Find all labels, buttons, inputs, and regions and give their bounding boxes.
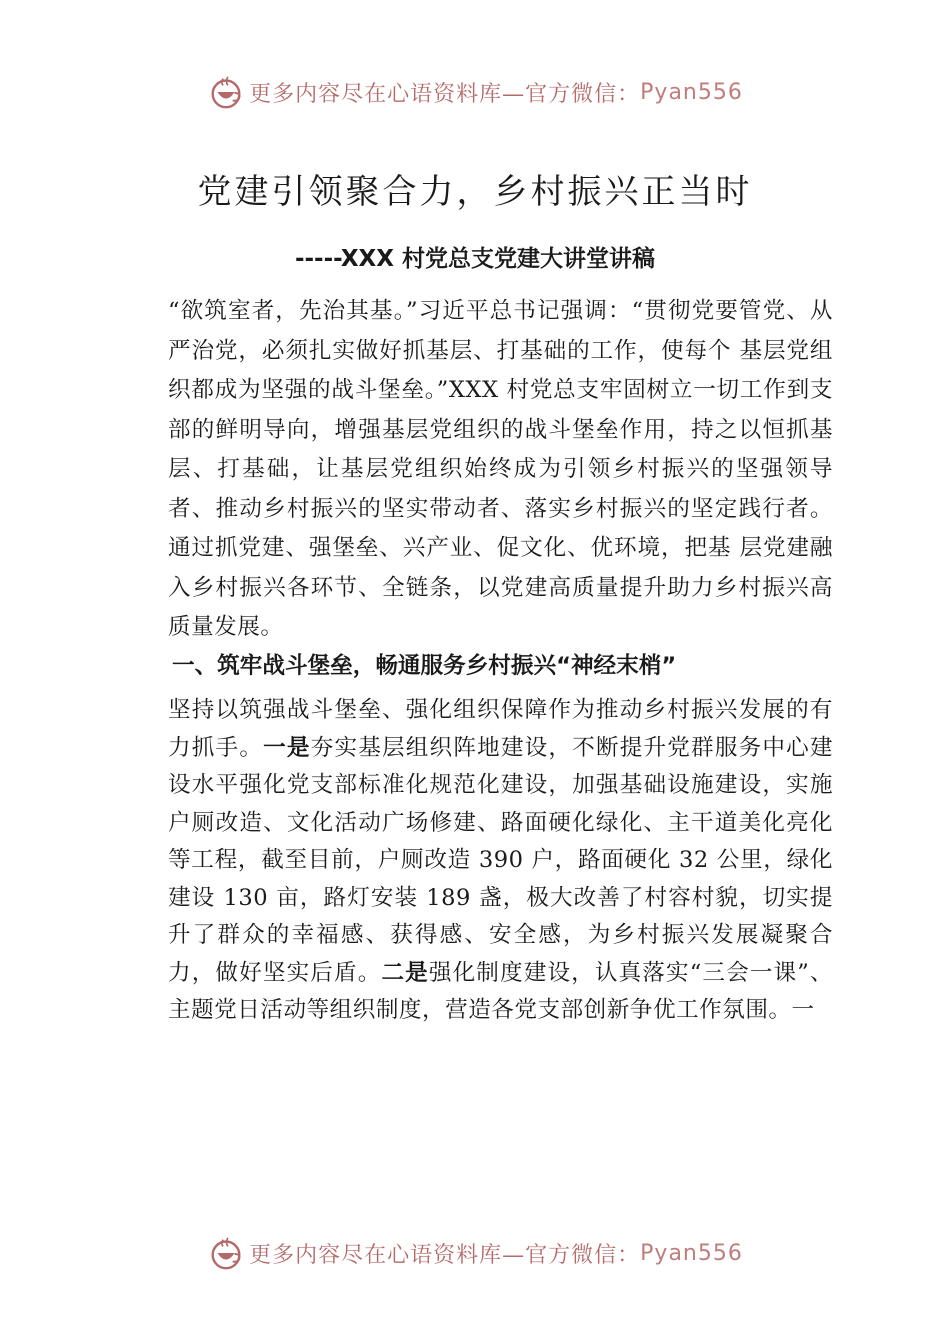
document-subtitle: -----XXX 村党总支党建大讲堂讲稿 xyxy=(294,246,656,272)
paragraph-text: 夯实基层组织阵地建设，不断提升党群服务中心建设水平强化党支部标准化规范化建设，加强基础设施建设，实施户厕改造、文化活动广场修建、路面硬化绿化、主干道美化亮化等工程，截至目前，户厕改造 390 户，路面硬化 32 公里，绿化建设 130 亩，路灯安装 189 盏，极大改善了村容村貌，切实提升了群众的幸福感、获得感、安全感，为乡村振兴发展凝聚合力，做好坚实后盾。 xyxy=(168,734,834,986)
wechat-id: Pyan556 xyxy=(640,79,743,105)
wechat-id: Pyan556 xyxy=(640,1240,743,1266)
coffee-cup-icon xyxy=(207,73,245,111)
paragraph-intro: “欲筑室者，先治其基。”习近平总书记强调：“贯彻党要管党、从严治党，必须扎实做好抓基层、打基础的工作，使每个 基层党组织都成为坚强的战斗堡垒。”XXX 村党总支牢固树立一切工作到支部的鲜明导向，增强基层党组织的战斗堡垒作用，持之以恒抓基层、打基础，让基层党组织始终成为引领乡村振兴的坚强领导者、推动乡村振兴的坚实带动者、落实乡村振兴的坚定践行者。通过抓党建、强堡垒、兴产业、促文化、优环境，把基 层党建融入乡村振兴各环节、全链条，以党建高质量提升助力乡村振兴高质量发展。 xyxy=(168,298,833,640)
coffee-cup-icon xyxy=(207,1234,245,1272)
paragraph-section-1 xyxy=(123,692,833,1030)
bold-marker-1: 一是 xyxy=(263,734,311,761)
paragraph-text: 坚持以筑强战斗堡垒、强化组织保障作为推动乡村振兴发展的有力抓手。 xyxy=(168,697,833,761)
paragraph-text: 强化制度建设，认真落实“三会一课”、主题党日活动等组织制度，营造各党支部创新争优工作氛围。一 xyxy=(168,959,834,1023)
watermark-text: 更多内容尽在心语资料库—官方微信： xyxy=(249,1242,641,1268)
watermark-text: 更多内容尽在心语资料库—官方微信： xyxy=(249,81,641,107)
document-title: 党建引领聚合力，乡村振兴正当时 xyxy=(197,172,753,212)
bold-marker-2: 二是 xyxy=(381,959,429,986)
section-heading-1: 一、筑牢战斗堡垒，畅通服务乡村振兴“神经末梢” xyxy=(172,653,677,679)
header-watermark xyxy=(0,70,950,114)
footer-watermark xyxy=(0,1231,950,1275)
